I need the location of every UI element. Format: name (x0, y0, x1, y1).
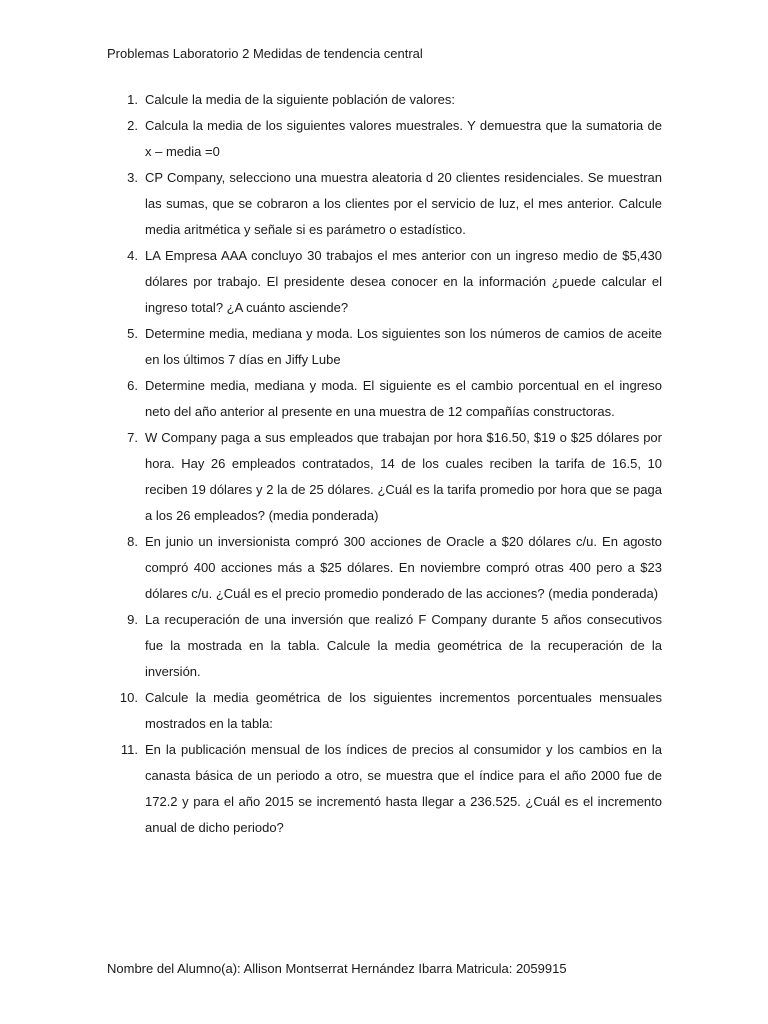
problem-item-7 (107, 425, 662, 529)
problem-number: 9. (127, 612, 138, 627)
problem-text: Calcula la media de los siguientes valores muestrales. Y demuestra que la sumatoria de x – media =0 (145, 118, 662, 159)
problem-number: 10. (119, 690, 138, 705)
problem-number: 6. (127, 378, 138, 393)
student-info-footer: Nombre del Alumno(a): Allison Montserrat Hernández Ibarra Matricula: 2059915 (107, 961, 567, 976)
problem-number: 3. (127, 170, 138, 185)
problem-text: Determine media, mediana y moda. El siguiente es el cambio porcentual en el ingreso neto del año anterior al presente en una muestra de 12 compañías constructoras. (145, 378, 662, 419)
problem-number: 11. (120, 742, 138, 757)
problem-number: 8. (127, 534, 138, 549)
problem-text: Calcule la media de la siguiente población de valores: (145, 92, 456, 107)
problem-text: En la publicación mensual de los índices de precios al consumidor y los cambios en la canasta básica de un periodo a otro, se muestra que el índice para el año 2000 fue de 172.2 y para el año 2015 se incrementó hasta llegar a 236.525. ¿Cuál es el incremento anual de dicho periodo? (145, 742, 662, 835)
problem-item-9 (107, 607, 662, 685)
problem-number: 1. (127, 92, 138, 107)
problem-text: CP Company, selecciono una muestra aleatoria d 20 clientes residenciales. Se muestran las sumas, que se cobraron a los clientes por el servicio de luz, el mes anterior. Calcule media aritmética y señale si es parámetro o estadístico. (145, 170, 662, 237)
problem-item-4 (107, 243, 662, 321)
problem-list (107, 87, 662, 841)
problem-text: LA Empresa AAA concluyo 30 trabajos el mes anterior con un ingreso medio de $5,430 dólares por trabajo. El presidente desea conocer en la información ¿puede calcular el ingreso total? ¿A cuánto asciende? (145, 248, 662, 315)
document-title: Problemas Laboratorio 2 Medidas de tendencia central (107, 46, 423, 61)
problem-item-3 (107, 165, 662, 243)
problem-text: Determine media, mediana y moda. Los siguientes son los números de camios de aceite en los últimos 7 días en Jiffy Lube (145, 326, 662, 367)
problem-item-2 (107, 113, 662, 165)
problem-item-11 (107, 737, 662, 841)
problem-item-1 (107, 87, 662, 113)
problem-item-5 (107, 321, 662, 373)
problem-number: 7. (127, 430, 138, 445)
problem-item-8 (107, 529, 662, 607)
problem-number: 4. (127, 248, 138, 263)
problem-text: En junio un inversionista compró 300 acciones de Oracle a $20 dólares c/u. En agosto compró 400 acciones más a $25 dólares. En noviembre compró otras 400 pero a $23 dólares c/u. ¿Cuál es el precio promedio ponderado de las acciones? (media ponderada) (145, 534, 662, 601)
problem-number: 5. (127, 326, 138, 341)
problem-text: Calcule la media geométrica de los siguientes incrementos porcentuales mensuales mostrados en la tabla: (145, 690, 662, 731)
problem-item-6 (107, 373, 662, 425)
problem-item-10 (107, 685, 662, 737)
problem-number: 2. (127, 118, 138, 133)
problem-text: W Company paga a sus empleados que trabajan por hora $16.50, $19 o $25 dólares por hora. Hay 26 empleados contratados, 14 de los cuales reciben la tarifa de 16.5, 10 reciben 19 dólares y 2 la de 25 dólares. ¿Cuál es la tarifa promedio por hora que se paga a los 26 empleados? (media ponderada) (145, 430, 662, 523)
problem-text: La recuperación de una inversión que realizó F Company durante 5 años consecutivos fue la mostrada en la tabla. Calcule la media geométrica de la recuperación de la inversión. (145, 612, 662, 679)
